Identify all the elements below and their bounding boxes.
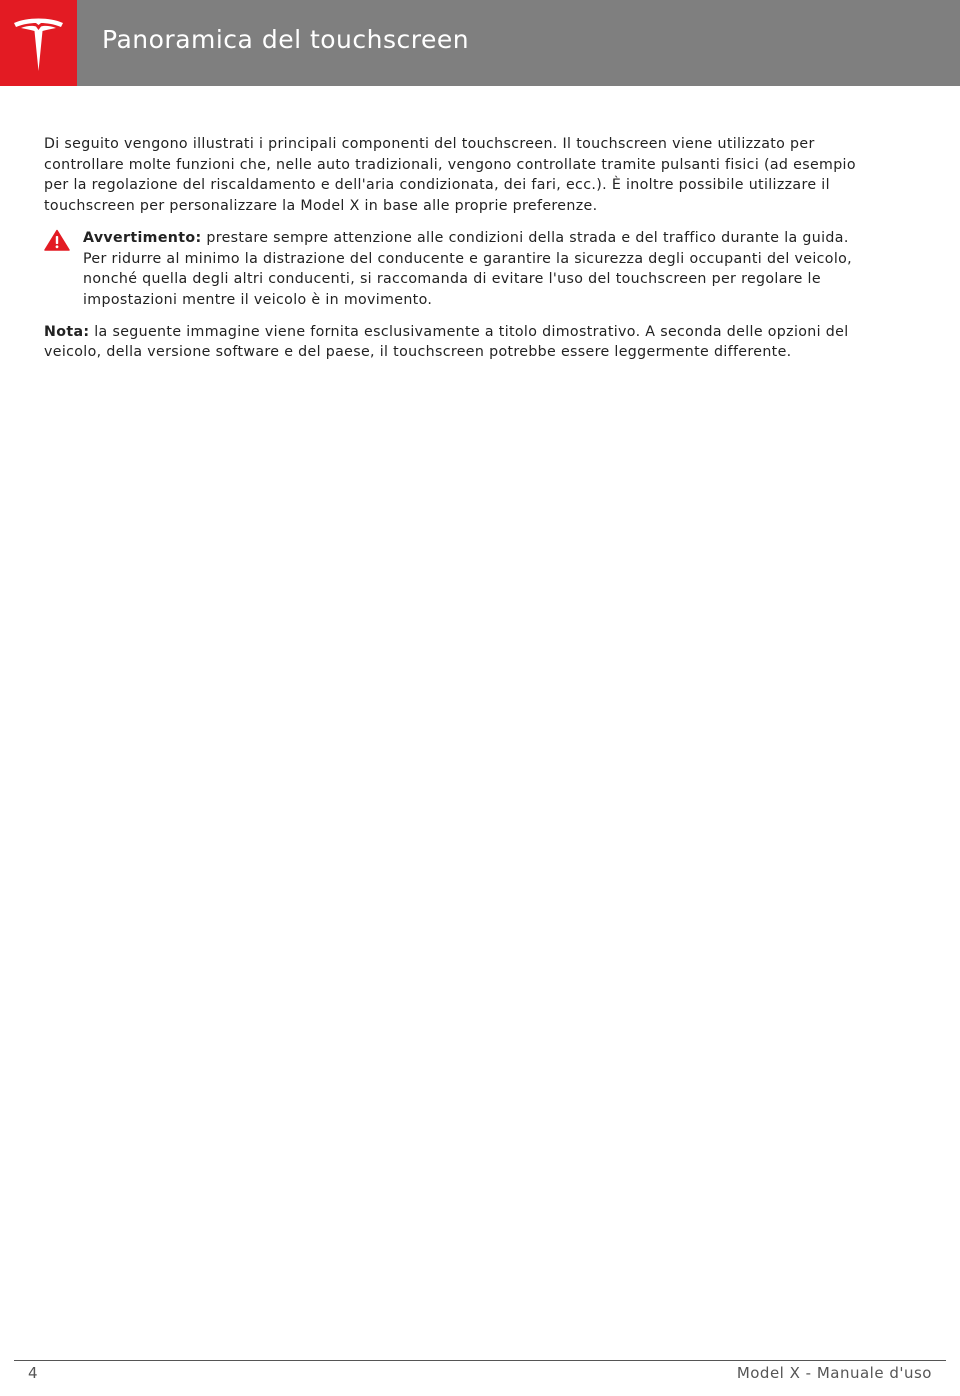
page-title: Panoramica del touchscreen [102,25,470,54]
logo-block [0,0,77,86]
note-paragraph [44,322,874,363]
note-body: la seguente immagine viene fornita esclusivamente a titolo dimostrativo. A seconda delle opzioni del veicolo, della versione software e del paese, il touchscreen potrebbe essere leggermente differente. [44,323,849,361]
tesla-logo-icon [13,16,64,72]
body-content [44,134,874,363]
warning-triangle-icon [44,229,70,251]
warning-block [44,228,874,311]
note-label: Nota: [44,323,90,340]
manual-name: Model X - Manuale d'uso [736,1364,932,1382]
warning-text [83,228,874,311]
warning-body: prestare sempre attenzione alle condizioni della strada e del traffico durante la guida. Per ridurre al minimo la distrazione del conducente e garantire la sicurezza degli occupanti del veicolo, nonché quella degli altri conducenti, si raccomanda di evitare l'uso del touchscreen per regolare le impostazioni mentre il veicolo è in movimento. [83,229,853,308]
warning-label: Avvertimento: [83,229,202,246]
footer-divider [14,1360,946,1361]
page-number: 4 [28,1364,39,1382]
intro-paragraph: Di seguito vengono illustrati i principali componenti del touchscreen. Il touchscreen viene utilizzato per controllare molte funzioni che, nelle auto tradizionali, vengono controllate tramite pulsanti fisici (ad esempio per la regolazione del riscaldamento e dell'aria condizionata, dei fari, ecc.). È inoltre possibile utilizzare il touchscreen per personalizzare la Model X in base alle proprie preferenze. [44,136,856,215]
